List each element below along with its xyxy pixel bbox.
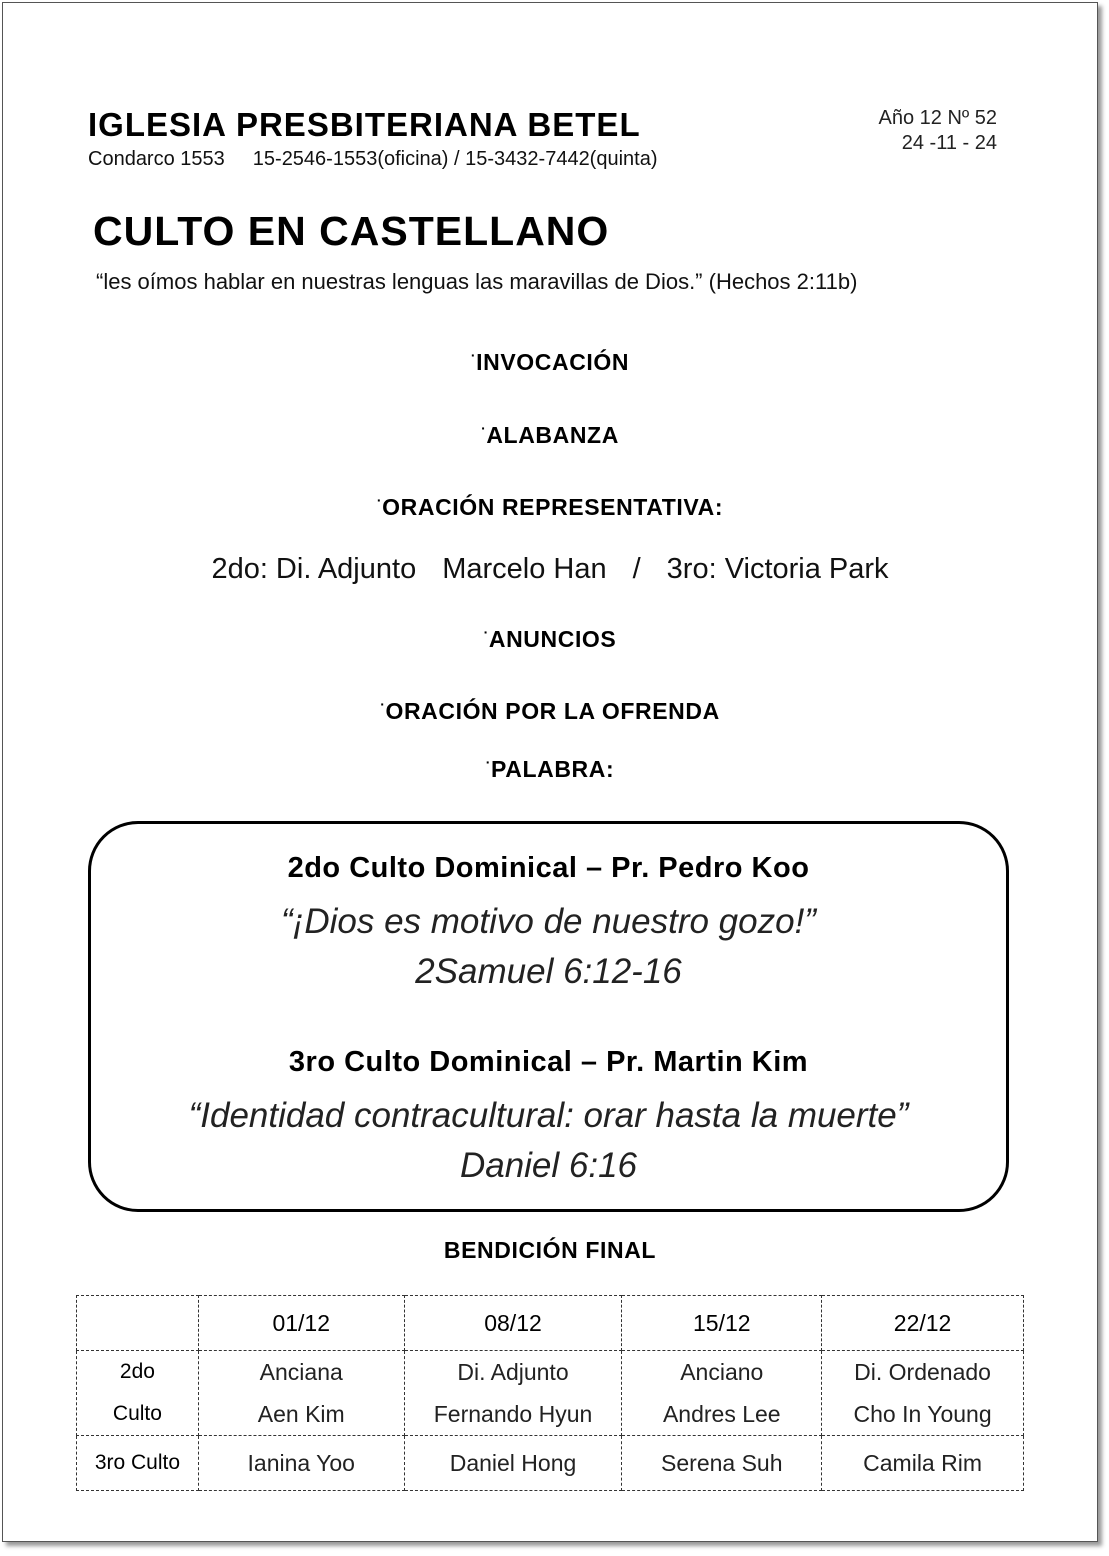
- cell-role: Anciana: [259, 1359, 343, 1385]
- table-cell: Daniel Hong: [404, 1436, 622, 1491]
- sermon-heading-2do: 2do Culto Dominical – Pr. Pedro Koo: [287, 852, 810, 884]
- sermon-title-3ro: “Identidad contracultural: orar hasta la muerte”: [188, 1096, 909, 1135]
- cell-role: Di. Adjunto: [457, 1359, 569, 1385]
- church-name: IGLESIA PRESBITERIANA BETEL: [88, 106, 641, 143]
- church-address: Condarco 1553: [88, 148, 225, 170]
- bullet-dot: ·: [470, 347, 477, 363]
- section-label: ALABANZA: [486, 422, 619, 448]
- row-label-2do: [77, 1351, 199, 1436]
- section-label: INVOCACIÓN: [476, 349, 630, 375]
- table-row-2do-culto: [77, 1351, 1024, 1436]
- table-cell: [404, 1351, 622, 1436]
- prayer-second: 2do: Di. Adjunto: [211, 553, 417, 585]
- bullet-dot: ·: [380, 696, 386, 712]
- cell-name: Andres Lee: [662, 1401, 781, 1427]
- section-label: ORACIÓN POR LA OFRENDA: [385, 698, 720, 724]
- service-verse: “les oímos hablar en nuestras lenguas las maravillas de Dios.” (Hechos 2:11b): [96, 269, 858, 294]
- table-row-3ro-culto: [77, 1436, 1024, 1491]
- cell-role: Di. Ordenado: [854, 1359, 991, 1385]
- row-label-line: 2do: [119, 1360, 155, 1383]
- section-label: ANUNCIOS: [488, 626, 617, 652]
- table-date-cell: 22/12: [822, 1296, 1024, 1351]
- issue-number: Año 12 Nº 52: [878, 107, 997, 129]
- section-anuncios: [3, 626, 1097, 653]
- bendicion-final: BENDICIÓN FINAL: [443, 1237, 657, 1263]
- prayer-leaders: [3, 553, 1097, 586]
- section-palabra: [3, 756, 1097, 783]
- table-header-row: [77, 1296, 1024, 1351]
- prayer-separator: /: [632, 553, 641, 585]
- bullet-dot: ·: [376, 492, 383, 508]
- cell-name: Cho In Young: [853, 1401, 992, 1427]
- bullet-dot: ·: [481, 420, 487, 436]
- table-cell: Serena Suh: [622, 1436, 822, 1491]
- sermon-box: [88, 821, 1009, 1212]
- bulletin-page: [2, 2, 1098, 1542]
- section-label: ORACIÓN REPRESENTATIVA:: [382, 494, 724, 520]
- issue-info: [879, 106, 998, 156]
- section-oracion-representativa: [3, 494, 1097, 521]
- schedule-table: [76, 1295, 1024, 1491]
- table-cell: Ianina Yoo: [198, 1436, 404, 1491]
- table-cell: [198, 1351, 404, 1436]
- table-cell: [622, 1351, 822, 1436]
- service-title: CULTO EN CASTELLANO: [93, 208, 610, 254]
- bullet-dot: ·: [485, 754, 492, 770]
- church-phones: 15-2546-1553(oficina) / 15-3432-7442(quinta): [252, 148, 658, 170]
- issue-date: 24 -11 - 24: [901, 132, 997, 154]
- prayer-third: 3ro: Victoria Park: [666, 553, 889, 585]
- cell-name: Aen Kim: [257, 1401, 345, 1427]
- section-label: PALABRA:: [491, 756, 615, 782]
- sermon-reference-3ro: Daniel 6:16: [459, 1146, 638, 1185]
- prayer-second-name: Marcelo Han: [442, 553, 607, 585]
- table-date-cell: 15/12: [622, 1296, 822, 1351]
- sermon-title-2do: “¡Dios es motivo de nuestro gozo!”: [281, 902, 816, 941]
- section-oracion-ofrenda: [3, 698, 1097, 725]
- cell-role: Anciano: [680, 1359, 764, 1385]
- cell-name: Fernando Hyun: [433, 1401, 593, 1427]
- contact-line: [88, 148, 658, 171]
- table-cell: Camila Rim: [822, 1436, 1024, 1491]
- table-date-cell: 01/12: [198, 1296, 404, 1351]
- sermon-reference-2do: 2Samuel 6:12-16: [415, 952, 682, 991]
- row-label-3ro: 3ro Culto: [77, 1436, 199, 1491]
- table-cell: [822, 1351, 1024, 1436]
- sermon-heading-3ro: 3ro Culto Dominical – Pr. Martin Kim: [288, 1046, 809, 1078]
- table-corner-cell: [77, 1296, 199, 1351]
- row-label-line: Culto: [112, 1402, 162, 1425]
- bullet-dot: ·: [483, 624, 489, 640]
- section-invocacion: [3, 349, 1097, 376]
- section-alabanza: [3, 422, 1097, 449]
- table-date-cell: 08/12: [404, 1296, 622, 1351]
